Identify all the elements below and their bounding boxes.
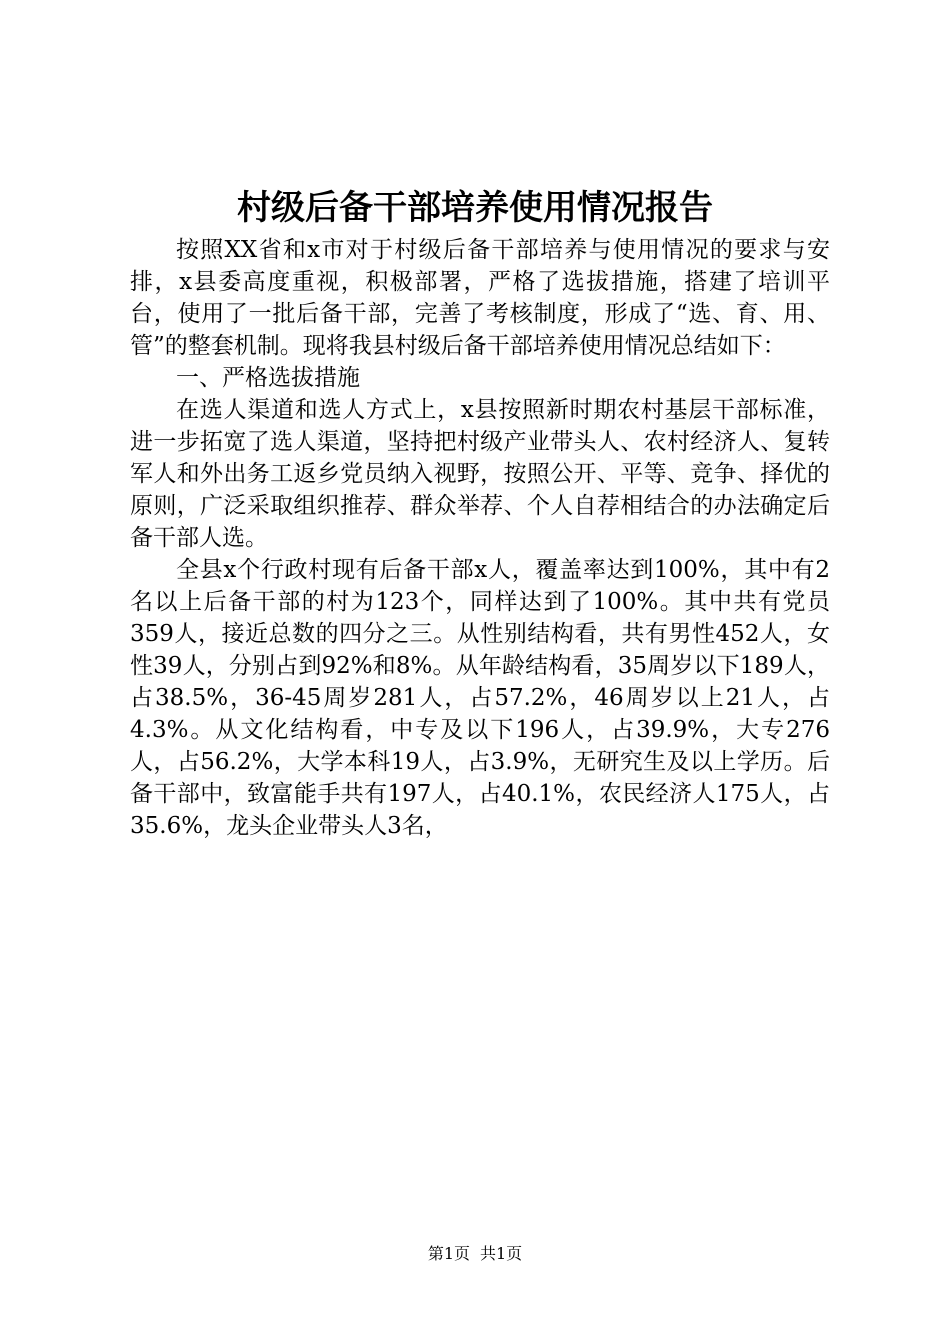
document-body <box>130 234 830 842</box>
page-footer <box>0 1243 950 1265</box>
page-number: 第1页 <box>427 1244 470 1263</box>
section-heading: 一、严格选拔措施 <box>176 365 360 391</box>
selection-paragraph: 在选人渠道和选人方式上，x县按照新时期农村基层干部标准，进一步拓宽了选人渠道，坚持把村级产业带头人、农村经济人、复转军人和外出务工返乡党员纳入视野，按照公开、平等、竞争、择优的原则，广泛采取组织推荐、群众举荐、个人自荐相结合的办法确定后备干部人选。 <box>130 397 830 551</box>
document-title: 村级后备干部培养使用情况报告 <box>237 188 713 228</box>
page-total: 共1页 <box>480 1244 523 1263</box>
statistics-paragraph: 全县x个行政村现有后备干部x人，覆盖率达到100%，其中有2名以上后备干部的村为123个，同样达到了100%。其中共有党员359人，接近总数的四分之三。从性别结构看，共有男性452人，女性39人，分别占到92%和8%。从年龄结构看，35周岁以下189人，占38.5%，36-45周岁281人，占57.2%，46周岁以上21人，占4.3%。从文化结构看，中专及以下196人，占39.9%，大专276人，占56.2%，大学本科19人，占3.9%，无研究生及以上学历。后备干部中，致富能手共有197人，占40.1%，农民经济人175人，占35.6%，龙头企业带头人3名， <box>130 557 830 839</box>
intro-paragraph: 按照XX省和x市对于村级后备干部培养与使用情况的要求与安排，x县委高度重视，积极部署，严格了选拔措施，搭建了培训平台，使用了一批后备干部，完善了考核制度，形成了“选、育、用、管”的整套机制。现将我县村级后备干部培养使用情况总结如下： <box>130 237 830 359</box>
